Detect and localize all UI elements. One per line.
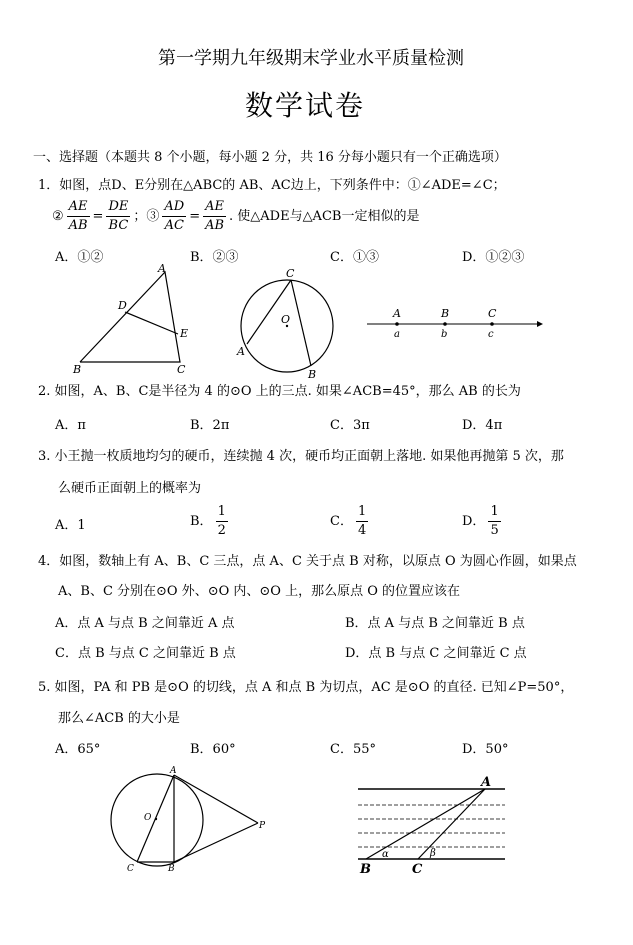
- fig4-label-c: C: [127, 864, 134, 874]
- q3-option-b-letter: B．: [190, 514, 213, 529]
- q1-fraction-de-bc: $\frac{DE}{BC}$: [108, 199, 129, 233]
- fig1-label-b: B: [73, 363, 82, 376]
- q3-option-c-fraction: $\frac{1}{4}$: [357, 504, 367, 538]
- fig5-label-a: A: [481, 775, 492, 790]
- section-heading: 一、选择题（本题共 8 个小题，每小题 2 分，共 16 分每小题只有一个正确选项）: [33, 150, 507, 165]
- q4-line1: 4．如图，数轴上有 A、B、C 三点，点 A、C 关于点 B 对称，以原点 O 为圆心作圆，如果点: [38, 554, 577, 569]
- fig3-label-c-lower: c: [488, 329, 494, 340]
- subject-title: 数学试卷: [245, 89, 366, 122]
- q1-line1: 1．如图，点D、E分别在△ABC的 AB、AC边上，下列条件中：①∠ADE=∠C；: [38, 178, 506, 193]
- figure-tangent-circle: [100, 765, 275, 877]
- q3-line2: 么硬币正面朝上的概率为: [58, 481, 202, 496]
- fig2-label-o: O: [281, 313, 291, 326]
- q3-option-b-fraction: $\frac{1}{2}$: [217, 504, 226, 538]
- q2-option-c[interactable]: C．3π: [330, 418, 370, 433]
- q1-equals-1: =: [92, 209, 104, 224]
- q3-option-b[interactable]: [190, 503, 231, 540]
- q1-line2: [52, 198, 419, 235]
- fig3-label-a: A: [393, 307, 401, 320]
- q4-option-d[interactable]: D．点 B 与点 C 之间靠近 C 点: [345, 646, 527, 661]
- q3-option-c-letter: C．: [330, 514, 353, 529]
- q1-choice2-mark: ②: [52, 209, 64, 224]
- q3-line1: 3. 小王抛一枚质地均匀的硬币，连续抛 4 次，硬币均正面朝上落地. 如果他再抛第 5 次，那: [38, 449, 564, 464]
- fig4-label-b: B: [168, 864, 175, 874]
- fig5-label-beta: β: [430, 848, 436, 859]
- q1-separator: ；③: [133, 209, 160, 224]
- q4-line2: A、B、C 分别在⊙O 外、⊙O 内、⊙O 上，那么原点 O 的位置应该在: [58, 584, 460, 599]
- fig3-label-c: C: [488, 307, 497, 320]
- fig5-label-b: B: [360, 862, 371, 877]
- q1-equals-2: =: [189, 209, 201, 224]
- q1-fraction-ae-ab-2: $\frac{AE}{AB}$: [205, 199, 225, 233]
- q4-option-a[interactable]: A．点 A 与点 B 之间靠近 A 点: [55, 616, 235, 631]
- fig2-label-a: A: [237, 345, 245, 358]
- figure-number-line: [365, 305, 545, 345]
- fig4-label-p: P: [259, 821, 266, 831]
- figure-circle-abc: [235, 268, 345, 380]
- fig1-label-d: D: [118, 299, 127, 312]
- q5-line2: 那么∠ACB 的大小是: [58, 711, 180, 726]
- q4-option-b[interactable]: B．点 A 与点 B 之间靠近 B 点: [345, 616, 525, 631]
- q4-option-c[interactable]: C．点 B 与点 C 之间靠近 B 点: [55, 646, 236, 661]
- q2-text: 2. 如图，A、B、C是半径为 4 的⊙O 上的三点. 如果∠ACB=45°，那么 AB 的长为: [38, 384, 521, 399]
- q3-option-a[interactable]: A．1: [55, 518, 86, 533]
- fig1-label-a: A: [158, 262, 166, 275]
- q1-option-a[interactable]: A．①②: [55, 250, 104, 265]
- fig2-label-c: C: [286, 267, 295, 280]
- q5-option-b[interactable]: B．60°: [190, 742, 236, 757]
- fig5-label-c: C: [412, 862, 423, 877]
- q3-option-d-letter: D．: [462, 514, 486, 529]
- q1-option-c[interactable]: C．①③: [330, 250, 379, 265]
- q3-option-d[interactable]: [462, 503, 504, 540]
- fig4-label-o: O: [144, 813, 152, 823]
- q5-option-a[interactable]: A．65°: [55, 742, 101, 757]
- q5-line1: 5. 如图，PA 和 PB 是⊙O 的切线，点 A 和点 B 为切点，AC 是⊙O 的直径. 已知∠P=50°，: [38, 680, 574, 695]
- q2-option-a[interactable]: A．π: [55, 418, 86, 433]
- q1-option-d[interactable]: D．①②③: [462, 250, 525, 265]
- q5-option-d[interactable]: D．50°: [462, 742, 509, 757]
- fig3-label-b: B: [441, 307, 450, 320]
- exam-title: 第一学期九年级期末学业水平质量检测: [158, 48, 464, 69]
- fig3-label-a-lower: a: [394, 329, 400, 340]
- q1-fraction-ae-ab: $\frac{AE}{AB}$: [68, 199, 88, 233]
- q5-option-c[interactable]: C．55°: [330, 742, 376, 757]
- q1-tail: . 使△ADE与△ACB一定相似的是: [229, 209, 420, 224]
- figure-parallel-lines: [350, 772, 520, 876]
- fig3-label-b-lower: b: [441, 329, 448, 340]
- q3-option-c[interactable]: [330, 503, 371, 540]
- figure-triangle-ade: [70, 262, 200, 374]
- q2-option-d[interactable]: D．4π: [462, 418, 503, 433]
- q2-option-b[interactable]: B．2π: [190, 418, 230, 433]
- fig2-label-b: B: [308, 368, 317, 381]
- fig1-label-e: E: [180, 327, 189, 340]
- fig5-label-alpha: α: [382, 849, 389, 860]
- fig1-label-c: C: [177, 363, 186, 376]
- fig4-label-a: A: [170, 766, 177, 776]
- q1-fraction-ad-ac: $\frac{AD}{AC}$: [164, 199, 185, 233]
- q3-option-d-fraction: $\frac{1}{5}$: [490, 504, 499, 538]
- q1-option-b[interactable]: B．②③: [190, 250, 239, 265]
